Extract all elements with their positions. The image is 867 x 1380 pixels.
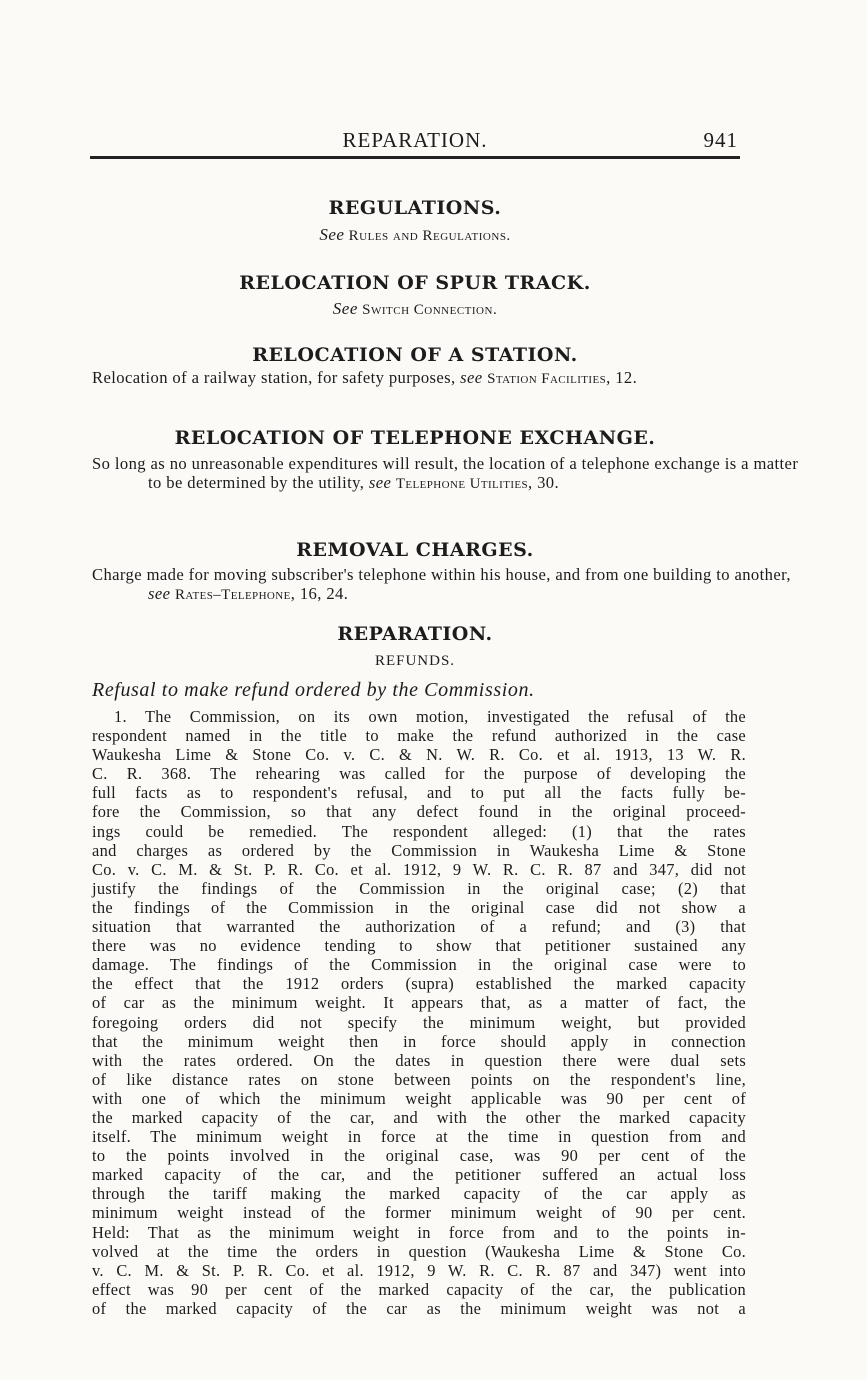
running-head-title: REPARATION. [342,128,488,152]
body-line: to the points involved in the original case, was 90 per cent of the [92,1146,746,1166]
heading-reparation: REPARATION. [337,623,493,645]
body-line: 1. The Commission, on its own motion, investigated the refusal of the [114,707,746,726]
body-line: volved at the time the orders in question (Waukesha Lime & Stone Co. [92,1241,746,1261]
topic-heading: Refusal to make refund ordered by the Commission. [92,679,535,701]
body-line: fore the Commission, so that any defect found in the original proceed- [92,802,746,822]
heading-relocation-station: RELOCATION OF A STATION. [252,344,578,366]
body-line: itself. The minimum weight in force at the time in question from and [92,1127,746,1147]
body-line: Waukesha Lime & Stone Co. v. C. & N. W. R. Co. et al. 1913, 13 W. R. [92,745,746,765]
see-word: see [368,472,392,492]
see-word: see [148,583,171,603]
body-line: v. C. M. & St. P. R. Co. et al. 1912, 9 W. R. C. R. 87 and 347) went into [92,1260,746,1280]
see-word: see [460,368,483,387]
body-line: Co. v. C. M. & St. P. R. Co. et al. 1912, 9 W. R. C. R. 87 and 347, did not [92,859,746,879]
body-line: situation that warranted the authorization of a refund; and (3) that [92,917,746,937]
page-number: 941 [703,128,738,152]
body-line: of the marked capacity of the car as the minimum weight was not a [92,1298,746,1318]
body-line: with one of which the minimum weight applicable was 90 per cent of [92,1088,746,1108]
heading-relocation-telephone-exchange: RELOCATION OF TELEPHONE EXCHANGE. [174,427,656,449]
reparation-body-text [92,707,746,1318]
heading-relocation-spur-track: RELOCATION OF SPUR TRACK. [239,272,591,294]
entry-telephone-exchange [92,455,800,494]
body-line: of car as the minimum weight. It appears that, as a matter of fact, the [92,993,746,1013]
entry-relocation-station [92,369,800,389]
body-line: with the rates ordered. On the dates in question there were dual sets [92,1050,746,1070]
see-word: See [319,225,345,244]
cross-ref-number: , 12. [606,368,638,387]
body-line: marked capacity of the car, and the petitioner suffered an actual loss [92,1165,746,1185]
body-line: effect was 90 per cent of the marked capacity of the car, the publication [92,1279,746,1299]
body-line: C. R. 368. The rehearing was called for the purpose of developing the [92,764,746,784]
body-line: the findings of the Commission in the original case did not show a [92,897,746,917]
entry-text: Relocation of a railway station, for safety purposes, [92,368,456,387]
body-line: Held: That as the minimum weight in force from and to the points in- [92,1222,746,1242]
body-line: the marked capacity of the car, and with the other the marked capacity [92,1107,746,1127]
body-line: of like distance rates on stone between points on the respondent's line, [92,1069,746,1089]
body-line: and charges as ordered by the Commission in Waukesha Lime & Stone [92,840,746,860]
see-word: See [332,299,358,318]
cross-ref-number: , 16, 24. [290,583,349,603]
running-head [90,128,740,154]
body-line: minimum weight instead of the former minimum weight of 90 per cent. [92,1203,746,1223]
subheading-refunds: REFUNDS. [374,653,456,669]
entry-removal-charges [92,566,800,605]
entry-text: Charge made for moving subscriber's telephone within his house, and from one building to another, [92,565,791,584]
body-line: full facts as to respondent's refusal, and to put all the facts fully be- [92,783,746,803]
body-line: there was no evidence tending to show that petitioner sustained any [92,936,746,956]
cross-ref-spur-track [90,299,740,319]
body-line: ings could be remedied. The respondent alleged: (1) that the rates [92,821,746,841]
cross-ref-target: Rules and Regulations. [348,228,511,244]
body-line: that the minimum weight then in force should apply in connection [92,1031,746,1051]
entry-text: So long as no unreasonable expenditures will result, the location of a telephone exchange is a matter to be determined by the utility, [92,454,799,492]
body-line: the effect that the 1912 orders (supra) established the marked capacity [92,974,746,994]
body-line: through the tariff making the marked capacity of the car apply as [92,1184,746,1204]
header-rule [90,156,740,159]
heading-removal-charges: REMOVAL CHARGES. [296,539,534,561]
cross-ref-target: Telephone Utilities [395,475,529,492]
cross-ref-target: Switch Connection. [362,302,498,318]
cross-ref-number: , 30. [528,472,560,492]
body-line: damage. The findings of the Commission in the original case were to [92,955,746,975]
cross-ref-regulations [90,225,740,245]
cross-ref-target: Station Facilities [487,371,607,387]
body-line: foregoing orders did not specify the minimum weight, but provided [92,1012,746,1032]
body-line: justify the findings of the Commission in the original case; (2) that [92,878,746,898]
body-line: respondent named in the title to make the refund authorized in the case [92,726,746,746]
cross-ref-target: Rates–Telephone [174,586,291,603]
heading-regulations: REGULATIONS. [328,197,502,219]
